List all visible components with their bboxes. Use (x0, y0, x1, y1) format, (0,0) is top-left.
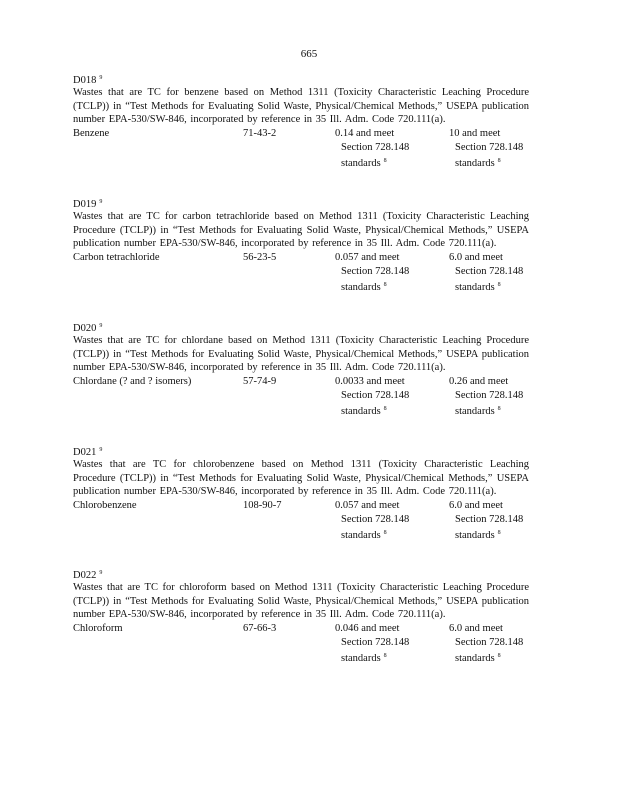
nonwastewater-standard: 6.0 and meet Section 728.148 standards $^8$ (449, 500, 524, 541)
constituent-name: Chlordane (? and ? isomers) (73, 376, 192, 388)
cas-number: 71-43-2 (243, 128, 277, 140)
nonwastewater-standard: 10 and meet Section 728.148 standards $^8$ (449, 128, 524, 169)
wastewater-standard: 0.14 and meet Section 728.148 standards $^8$ (335, 128, 410, 169)
wastewater-standard: 0.057 and meet Section 728.148 standards $^8$ (335, 500, 410, 541)
footnote-marker: 9 (99, 323, 103, 329)
standards-footnote: 8 (383, 529, 387, 536)
footnote-marker: 9 (99, 447, 103, 453)
standard-row (73, 622, 529, 664)
cas-number: 57-74-9 (243, 376, 277, 388)
waste-description: Wastes that are TC for carbon tetrachloride based on Method 1311 (Toxicity Characteristic Leaching Procedure (TCLP)) in “Test Methods for Evaluating Solid Waste, Physical/Chemical Methods,” USEPA publication number EPA-530/SW-846, incorporated by reference in 35 Ill. Adm. Code 720.111(a). (73, 211, 529, 250)
nonwastewater-standard: 6.0 and meet Section 728.148 standards $^8$ (449, 623, 524, 664)
footnote-marker: 9 (99, 570, 103, 576)
standards-footnote: 8 (497, 281, 501, 288)
constituent-name: Chlorobenzene (73, 500, 137, 512)
wastewater-standard: 0.057 and meet Section 728.148 standards $^8$ (335, 252, 410, 293)
standards-footnote: 8 (497, 157, 501, 164)
constituent-name: Benzene (73, 128, 110, 140)
nonwastewater-standard: 0.26 and meet Section 728.148 standards $^8$ (449, 376, 524, 417)
standards-footnote: 8 (497, 652, 501, 659)
waste-code-entry (73, 72, 529, 169)
nonwastewater-standard: 6.0 and meet Section 728.148 standards $^8$ (449, 252, 524, 293)
cas-number: 56-23-5 (243, 252, 277, 264)
footnote-marker: 9 (99, 75, 103, 81)
wastewater-standard: 0.0033 and meet Section 728.148 standards $^8$ (335, 376, 410, 417)
standards-footnote: 8 (383, 157, 387, 164)
cas-number: 108-90-7 (243, 500, 282, 512)
standard-row (73, 375, 529, 417)
waste-description: Wastes that are TC for chloroform based on Method 1311 (Toxicity Characteristic Leaching Procedure (TCLP)) in “Test Methods for Evaluating Solid Waste, Physical/Chemical Methods,” USEPA publication number EPA-530/SW-846, incorporated by reference in 35 Ill. Adm. Code 720.111(a). (73, 582, 529, 621)
waste-code: D020 $^9$ (73, 323, 103, 334)
waste-description: Wastes that are TC for chlordane based on Method 1311 (Toxicity Characteristic Leaching Procedure (TCLP)) in “Test Methods for Evaluating Solid Waste, Physical/Chemical Methods,” USEPA publication number EPA-530/SW-846, incorporated by reference in 35 Ill. Adm. Code 720.111(a). (73, 335, 529, 374)
standards-footnote: 8 (383, 281, 387, 288)
waste-code: D021 $^9$ (73, 447, 103, 458)
waste-code-entry (73, 444, 529, 541)
waste-code-entry (73, 320, 529, 417)
page-number: 665 (300, 48, 318, 60)
wastewater-standard: 0.046 and meet Section 728.148 standards $^8$ (335, 623, 410, 664)
waste-code-entry (73, 567, 529, 664)
constituent-name: Chloroform (73, 623, 123, 635)
standard-row (73, 127, 529, 169)
cas-number: 67-66-3 (243, 623, 277, 635)
waste-description: Wastes that are TC for benzene based on Method 1311 (Toxicity Characteristic Leaching Procedure (TCLP)) in “Test Methods for Evaluating Solid Waste, Physical/Chemical Methods,” USEPA publication number EPA-530/SW-846, incorporated by reference in 35 Ill. Adm. Code 720.111(a). (73, 87, 529, 126)
waste-code: D019 $^9$ (73, 199, 103, 210)
standards-footnote: 8 (497, 405, 501, 412)
waste-code-entry (73, 196, 529, 293)
constituent-name: Carbon tetrachloride (73, 252, 160, 264)
footnote-marker: 9 (99, 199, 103, 205)
waste-description: Wastes that are TC for chlorobenzene based on Method 1311 (Toxicity Characteristic Leaching Procedure (TCLP)) in “Test Methods for Evaluating Solid Waste, Physical/Chemical Methods,” USEPA publication number EPA-530/SW-846, incorporated by reference in 35 Ill. Adm. Code 720.111(a). (73, 459, 529, 498)
standards-footnote: 8 (383, 652, 387, 659)
standards-footnote: 8 (383, 405, 387, 412)
standard-row (73, 251, 529, 293)
waste-code: D018 $^9$ (73, 75, 103, 86)
waste-code: D022 $^9$ (73, 570, 103, 581)
standards-footnote: 8 (497, 529, 501, 536)
standard-row (73, 499, 529, 541)
